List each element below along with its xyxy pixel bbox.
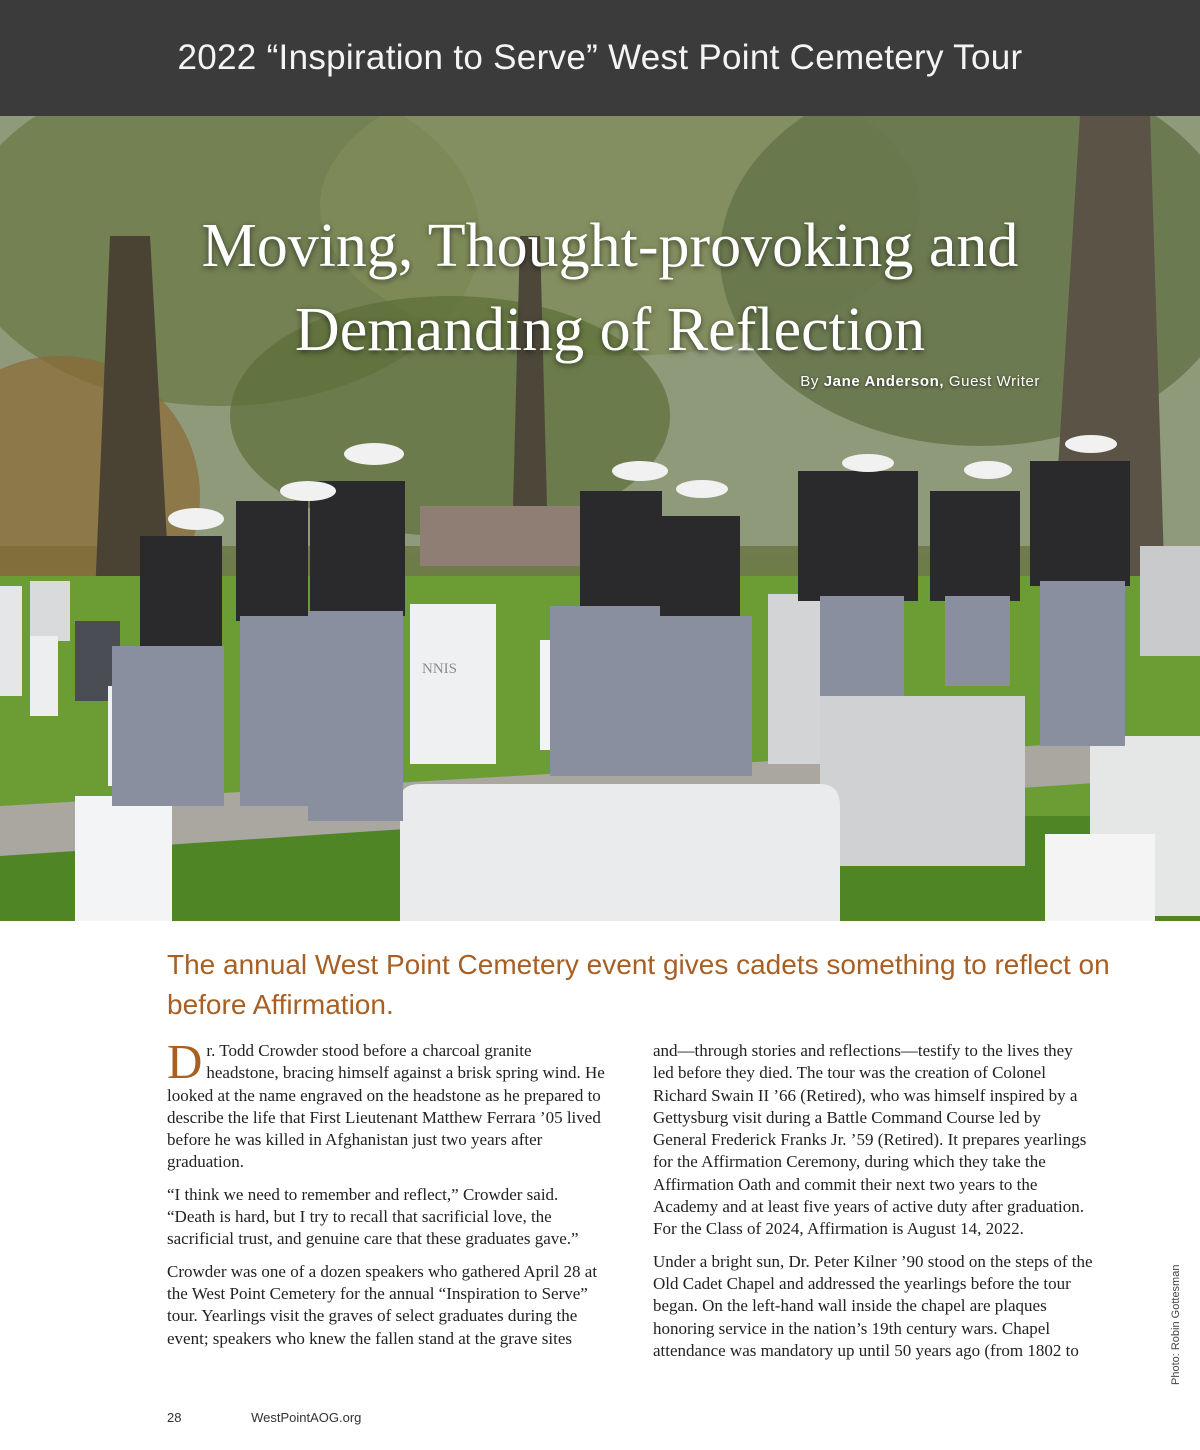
article-headline: Moving, Thought-provoking and Demanding of Reflection — [201, 212, 1019, 364]
headstone-engraving: NNIS — [422, 661, 458, 677]
byline-author: Jane Anderson, — [823, 373, 945, 390]
photo-credit: Photo: Robin Gottesman — [1170, 1264, 1182, 1385]
hero-photo — [0, 116, 1200, 921]
drop-cap: D — [167, 1034, 203, 1089]
section-header-bar — [0, 0, 1200, 116]
byline — [800, 373, 1040, 390]
article-column-1 — [167, 1034, 607, 1360]
paragraph: and—through stories and reflections—testify to the lives they led before they died. The tour was the creation of Colonel Richard Swain II ’66 (Retired), who was himself inspired by a Gettysburg visit during a Battle Command Course led by General Frederick Franks Jr. ’59 (Retired). It prepares yearlings for the Affirmation Ceremony, during which they take the Affirmation Oath and commit their next two years to the Academy and at least five years of active duty after graduation. For the Class of 2024, Affirmation is August 14, 2022. — [653, 1041, 1087, 1239]
page-footer — [167, 1410, 361, 1425]
byline-role: Guest Writer — [948, 373, 1040, 390]
footer-website: WestPointAOG.org — [251, 1410, 362, 1425]
paragraph: Dr. Todd Crowder stood before a charcoal granite headstone, bracing himself against a brisk spring wind. He looked at the name engraved on the headstone as he prepared to describe the life that First Lieutenant Matthew Ferrara ’05 lived before he was killed in Afghanistan just two years after graduation. — [167, 1034, 605, 1172]
paragraph: “I think we need to remember and reflect,” Crowder said. “Death is hard, but I try to recall that sacrificial love, the sacrificial trust, and genuine care that these graduates gave.” — [167, 1184, 579, 1249]
article-deck: The annual West Point Cemetery event gives cadets something to reflect on before Affirmation. — [167, 949, 1110, 1020]
byline-prefix: By — [800, 373, 819, 390]
page-number: 28 — [167, 1410, 182, 1425]
article-column-2 — [653, 1040, 1093, 1372]
paragraph: Crowder was one of a dozen speakers who gathered April 28 at the West Point Cemetery for the annual “Inspiration to Serve” tour. Yearlings visit the graves of select graduates during the event; speakers who knew the fallen stand at the grave sites — [167, 1261, 598, 1348]
paragraph: Under a bright sun, Dr. Peter Kilner ’90 stood on the steps of the Old Cadet Chapel and addressed the yearlings before the tour began. On the left-hand wall inside the chapel are plaques honoring service in the nation’s 19th century wars. Chapel attendance was mandatory up until 50 years ago (from 1802 to — [653, 1251, 1093, 1360]
section-title: 2022 “Inspiration to Serve” West Point Cemetery Tour — [177, 38, 1023, 77]
